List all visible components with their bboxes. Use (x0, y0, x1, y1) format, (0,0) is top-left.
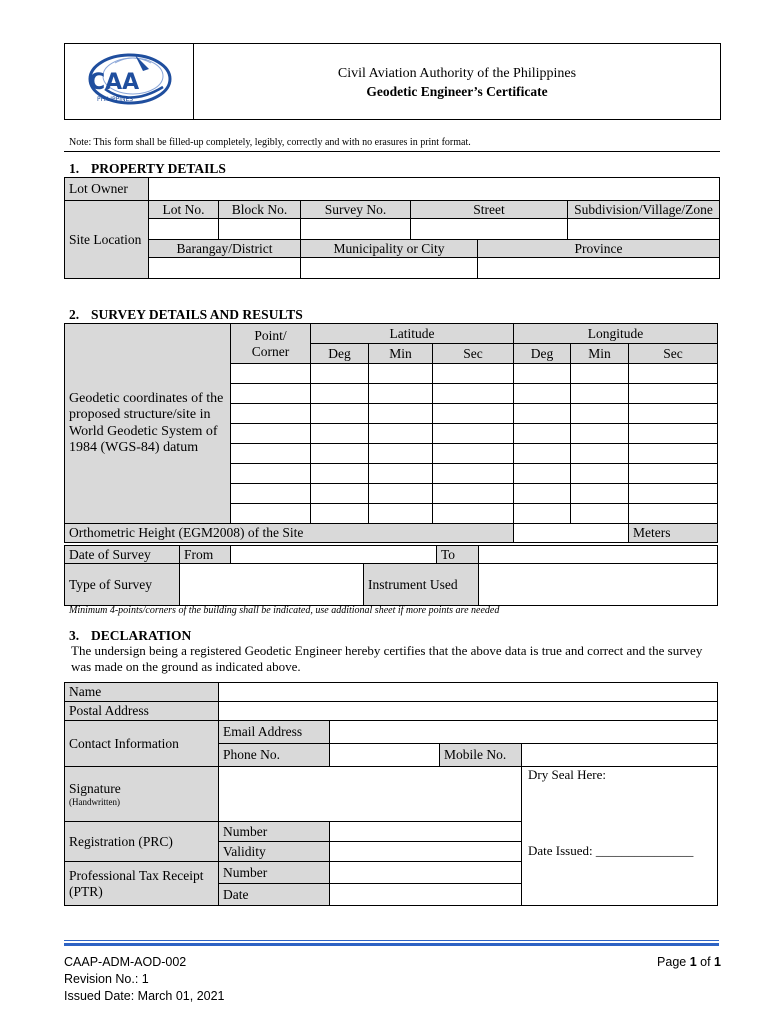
meters-label: Meters (629, 524, 718, 543)
signature-field[interactable] (219, 767, 522, 822)
org-name: Civil Aviation Authority of the Philippines (337, 66, 577, 81)
property-details-table (64, 177, 720, 279)
col-lon-deg: Deg (514, 344, 571, 364)
date-of-survey-label: Date of Survey (65, 546, 180, 564)
mobile-field[interactable] (522, 744, 718, 767)
survey-details-table (64, 323, 718, 543)
form-title: Geodetic Engineer’s Certificate (366, 84, 548, 99)
type-of-survey-label: Type of Survey (65, 564, 180, 606)
reg-validity-field[interactable] (330, 842, 522, 862)
header-box (64, 43, 721, 120)
page-indicator: Page 1 of 1 (657, 955, 721, 969)
date-issued-label: Date Issued: _______________ (528, 843, 694, 858)
lot-owner-field[interactable] (149, 178, 720, 201)
to-date-field[interactable] (479, 546, 718, 564)
dry-seal-box (522, 767, 718, 906)
col-lot-no: Lot No. (149, 201, 219, 219)
declaration-text: The undersign being a registered Geodetic Engineer hereby certifies that the above data is true and correct and the survey was made on the ground as indicated above. (71, 643, 703, 674)
dry-seal-label: Dry Seal Here: (528, 767, 606, 782)
section3-title: 3. DECLARATION (69, 628, 192, 643)
reg-number-label: Number (219, 822, 330, 842)
site-location-label: Site Location (65, 201, 149, 279)
col-municipality: Municipality or City (301, 240, 478, 258)
col-lat-deg: Deg (311, 344, 369, 364)
type-of-survey-field[interactable] (180, 564, 364, 606)
logo-subtext: PHILIPPINES (97, 96, 134, 103)
instrument-used-label: Instrument Used (364, 564, 479, 606)
col-province: Province (478, 240, 720, 258)
col-subdivision: Subdivision/Village/Zone (568, 201, 720, 219)
lot-no-field[interactable] (149, 219, 219, 240)
form-note: Note: This form shall be filled-up completely, legibly, correctly and with no erasures in print format. (69, 137, 471, 148)
note-rule (64, 151, 720, 152)
subdivision-field[interactable] (568, 219, 720, 240)
block-no-field[interactable] (219, 219, 301, 240)
survey-meta-table (64, 545, 718, 606)
footer-rule-thin (64, 940, 719, 941)
reg-validity-label: Validity (219, 842, 330, 862)
registration-label: Registration (PRC) (65, 822, 219, 862)
issued-date: Issued Date: March 01, 2021 (64, 989, 225, 1003)
col-barangay: Barangay/District (149, 240, 301, 258)
email-label: Email Address (219, 721, 330, 744)
ptr-number-label: Number (219, 862, 330, 884)
col-longitude: Longitude (514, 324, 718, 344)
from-label: From (180, 546, 231, 564)
revision-no: Revision No.: 1 (64, 972, 149, 986)
ptr-date-label: Date (219, 884, 330, 906)
section1-title: 1. PROPERTY DETAILS (69, 161, 226, 176)
caa-logo-icon (75, 49, 185, 115)
survey-footnote: Minimum 4-points/corners of the building shall be indicated, use additional sheet if more points are needed (69, 605, 500, 616)
logo-text: CAA (89, 70, 140, 95)
declaration-table (64, 682, 718, 906)
mobile-label: Mobile No. (440, 744, 522, 767)
ortho-height-label: Orthometric Height (EGM2008) of the Site (65, 524, 514, 543)
from-date-field[interactable] (231, 546, 437, 564)
col-lat-min: Min (369, 344, 433, 364)
name-field[interactable] (219, 683, 718, 702)
street-field[interactable] (411, 219, 568, 240)
ortho-height-field[interactable] (514, 524, 629, 543)
phone-label: Phone No. (219, 744, 330, 767)
geodetic-label: Geodetic coordinates of the proposed structure/site in World Geodetic System of 1984 (WGS-84) datum (65, 324, 231, 524)
ptr-label: Professional Tax Receipt (PTR) (65, 862, 219, 906)
footer-rule-thick (64, 943, 719, 946)
to-label: To (437, 546, 479, 564)
reg-number-field[interactable] (330, 822, 522, 842)
survey-no-field[interactable] (301, 219, 411, 240)
col-survey-no: Survey No. (301, 201, 411, 219)
logo-cell (65, 44, 194, 119)
lot-owner-label: Lot Owner (65, 178, 149, 201)
email-field[interactable] (330, 721, 718, 744)
name-label: Name (65, 683, 219, 702)
section2-title: 2. SURVEY DETAILS AND RESULTS (69, 307, 303, 322)
municipality-field[interactable] (301, 258, 478, 279)
barangay-field[interactable] (149, 258, 301, 279)
ptr-number-field[interactable] (330, 862, 522, 884)
col-latitude: Latitude (311, 324, 514, 344)
postal-address-label: Postal Address (65, 702, 219, 721)
ptr-date-field[interactable] (330, 884, 522, 906)
col-lat-sec: Sec (433, 344, 514, 364)
doc-code: CAAP-ADM-AOD-002 (64, 955, 187, 969)
col-lon-sec: Sec (629, 344, 718, 364)
signature-label: Signature (Handwritten) (65, 767, 219, 822)
instrument-used-field[interactable] (479, 564, 718, 606)
contact-info-label: Contact Information (65, 721, 219, 767)
col-lon-min: Min (571, 344, 629, 364)
col-block-no: Block No. (219, 201, 301, 219)
col-point-corner: Point/ Corner (231, 324, 311, 364)
province-field[interactable] (478, 258, 720, 279)
col-street: Street (411, 201, 568, 219)
postal-address-field[interactable] (219, 702, 718, 721)
phone-field[interactable] (330, 744, 440, 767)
